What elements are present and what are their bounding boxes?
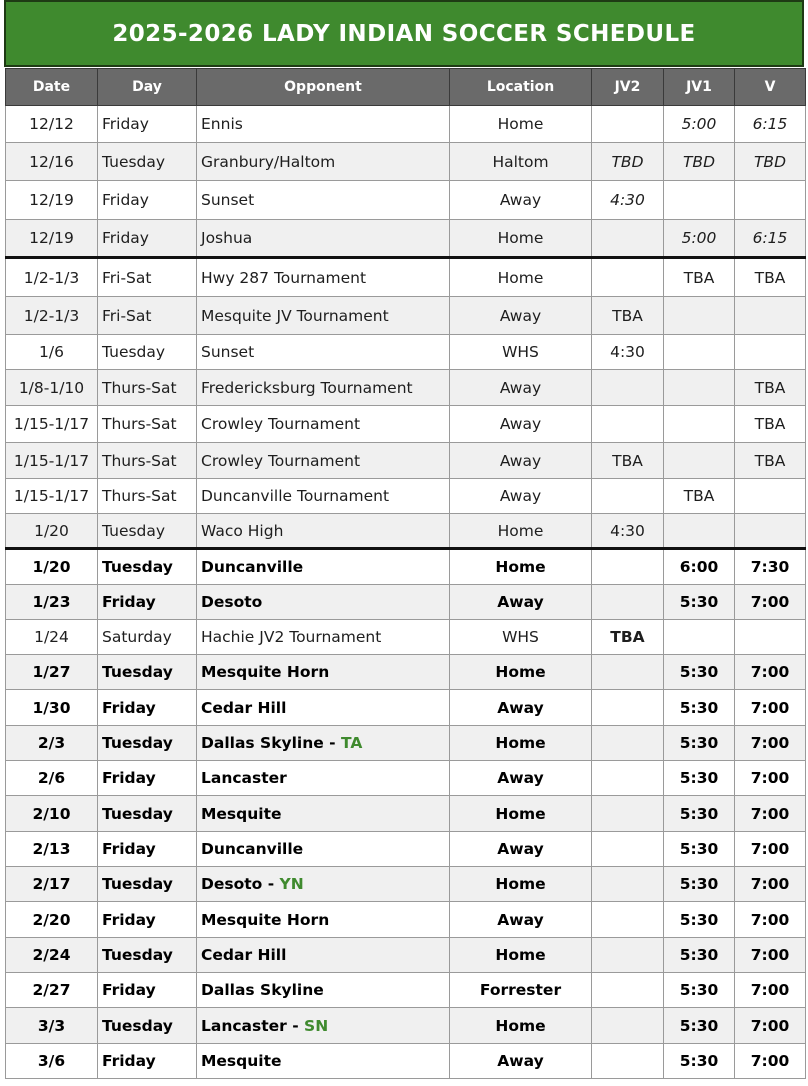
opponent-name: Dallas Skyline bbox=[201, 981, 324, 999]
jv2-time-cell bbox=[592, 370, 664, 406]
date-cell: 2/10 bbox=[6, 796, 98, 832]
jv1-time-cell: 5:30 bbox=[664, 585, 735, 620]
day-cell: Friday bbox=[98, 181, 197, 220]
jv1-time-cell: 5:00 bbox=[664, 220, 735, 258]
jv2-time-cell: 4:30 bbox=[592, 335, 664, 370]
opponent-cell bbox=[197, 106, 450, 143]
opponent-name: Mesquite Horn bbox=[201, 910, 330, 929]
day-cell: Friday bbox=[98, 973, 197, 1008]
opponent-name: Desoto - bbox=[201, 875, 280, 893]
location-cell: Away bbox=[450, 479, 592, 514]
opponent-cell bbox=[197, 585, 450, 620]
opponent-cell bbox=[197, 655, 450, 690]
opponent-cell bbox=[197, 297, 450, 335]
table-row bbox=[6, 973, 806, 1008]
jv2-time-cell bbox=[592, 585, 664, 620]
opponent-name: Duncanville Tournament bbox=[201, 487, 390, 505]
day-cell: Tuesday bbox=[98, 335, 197, 370]
header-row bbox=[6, 69, 806, 106]
date-cell: 3/6 bbox=[6, 1044, 98, 1079]
opponent-name: Duncanville bbox=[201, 840, 304, 858]
location-cell: Away bbox=[450, 832, 592, 867]
date-cell: 1/30 bbox=[6, 690, 98, 726]
header-opponent: Opponent bbox=[197, 69, 450, 106]
header-day: Day bbox=[98, 69, 197, 106]
jv1-time-cell bbox=[664, 181, 735, 220]
jv2-time-cell bbox=[592, 479, 664, 514]
opponent-cell bbox=[197, 1044, 450, 1079]
jv1-time-cell: 5:30 bbox=[664, 726, 735, 761]
varsity-time-cell bbox=[735, 620, 806, 655]
varsity-time-cell: TBA bbox=[735, 370, 806, 406]
jv1-time-cell: 6:00 bbox=[664, 549, 735, 585]
table-row bbox=[6, 620, 806, 655]
date-cell: 12/19 bbox=[6, 181, 98, 220]
opponent-name: Crowley Tournament bbox=[201, 415, 361, 433]
day-cell: Tuesday bbox=[98, 938, 197, 973]
location-cell: Away bbox=[450, 761, 592, 796]
day-cell: Saturday bbox=[98, 620, 197, 655]
jv1-time-cell: 5:30 bbox=[664, 796, 735, 832]
opponent-name: Cedar Hill bbox=[201, 698, 287, 717]
header-location: Location bbox=[450, 69, 592, 106]
table-row bbox=[6, 406, 806, 443]
jv2-time-cell bbox=[592, 973, 664, 1008]
table-row bbox=[6, 370, 806, 406]
location-cell: Away bbox=[450, 443, 592, 479]
day-cell: Tuesday bbox=[98, 143, 197, 181]
date-cell: 2/27 bbox=[6, 973, 98, 1008]
opponent-cell bbox=[197, 973, 450, 1008]
opponent-cell bbox=[197, 690, 450, 726]
jv2-time-cell bbox=[592, 406, 664, 443]
varsity-time-cell bbox=[735, 297, 806, 335]
opponent-cell bbox=[197, 938, 450, 973]
varsity-time-cell: 7:00 bbox=[735, 585, 806, 620]
opponent-name: Lancaster - bbox=[201, 1016, 305, 1035]
varsity-time-cell: 7:00 bbox=[735, 726, 806, 761]
opponent-name: Hachie JV2 Tournament bbox=[201, 628, 382, 646]
date-cell: 1/2-1/3 bbox=[6, 297, 98, 335]
jv2-time-cell: TBA bbox=[592, 620, 664, 655]
jv2-time-cell: 4:30 bbox=[592, 514, 664, 549]
table-row bbox=[6, 902, 806, 938]
header-jv1: JV1 bbox=[664, 69, 735, 106]
location-cell: Home bbox=[450, 106, 592, 143]
table-row bbox=[6, 585, 806, 620]
location-cell: Away bbox=[450, 1044, 592, 1079]
jv1-time-cell: 5:30 bbox=[664, 973, 735, 1008]
day-cell: Friday bbox=[98, 832, 197, 867]
jv1-time-cell: TBD bbox=[664, 143, 735, 181]
opponent-cell bbox=[197, 258, 450, 297]
day-cell: Friday bbox=[98, 1044, 197, 1079]
header-jv2: JV2 bbox=[592, 69, 664, 106]
jv1-time-cell: 5:30 bbox=[664, 690, 735, 726]
day-cell: Tuesday bbox=[98, 655, 197, 690]
table-row bbox=[6, 1008, 806, 1044]
varsity-time-cell: 7:00 bbox=[735, 832, 806, 867]
table-row bbox=[6, 514, 806, 549]
location-cell: Away bbox=[450, 181, 592, 220]
opponent-cell bbox=[197, 726, 450, 761]
opponent-name: Fredericksburg Tournament bbox=[201, 378, 413, 397]
opponent-cell bbox=[197, 406, 450, 443]
location-cell: Forrester bbox=[450, 973, 592, 1008]
day-cell: Friday bbox=[98, 902, 197, 938]
varsity-time-cell: TBA bbox=[735, 443, 806, 479]
jv2-time-cell bbox=[592, 1044, 664, 1079]
location-cell: WHS bbox=[450, 335, 592, 370]
day-cell: Friday bbox=[98, 690, 197, 726]
location-cell: Home bbox=[450, 726, 592, 761]
jv1-time-cell bbox=[664, 370, 735, 406]
opponent-name: Hwy 287 Tournament bbox=[201, 268, 367, 287]
opponent-cell bbox=[197, 143, 450, 181]
jv2-time-cell bbox=[592, 690, 664, 726]
opponent-cell bbox=[197, 761, 450, 796]
day-cell: Fri-Sat bbox=[98, 297, 197, 335]
varsity-time-cell: 6:15 bbox=[735, 220, 806, 258]
jv1-time-cell: 5:30 bbox=[664, 832, 735, 867]
table-row bbox=[6, 655, 806, 690]
opponent-name: Mesquite JV Tournament bbox=[201, 306, 389, 325]
date-cell: 1/2-1/3 bbox=[6, 258, 98, 297]
jv2-time-cell bbox=[592, 106, 664, 143]
opponent-name: Granbury/Haltom bbox=[201, 152, 336, 171]
jv1-time-cell bbox=[664, 620, 735, 655]
opponent-cell bbox=[197, 620, 450, 655]
date-cell: 2/3 bbox=[6, 726, 98, 761]
day-cell: Tuesday bbox=[98, 796, 197, 832]
location-cell: Home bbox=[450, 514, 592, 549]
table-row bbox=[6, 867, 806, 902]
location-cell: Home bbox=[450, 549, 592, 585]
jv1-time-cell: 5:30 bbox=[664, 1044, 735, 1079]
opponent-cell bbox=[197, 1008, 450, 1044]
varsity-time-cell bbox=[735, 181, 806, 220]
opponent-name: Cedar Hill bbox=[201, 946, 287, 964]
day-cell: Friday bbox=[98, 106, 197, 143]
day-cell: Tuesday bbox=[98, 514, 197, 549]
opponent-name: Mesquite bbox=[201, 804, 282, 823]
opponent-cell bbox=[197, 181, 450, 220]
location-cell: Away bbox=[450, 297, 592, 335]
jv1-time-cell: 5:30 bbox=[664, 655, 735, 690]
varsity-time-cell: 7:00 bbox=[735, 1044, 806, 1079]
opponent-name: Desoto bbox=[201, 593, 263, 611]
opponent-cell bbox=[197, 479, 450, 514]
varsity-time-cell: 7:00 bbox=[735, 796, 806, 832]
date-cell: 2/13 bbox=[6, 832, 98, 867]
table-row bbox=[6, 832, 806, 867]
day-cell: Fri-Sat bbox=[98, 258, 197, 297]
table-row bbox=[6, 258, 806, 297]
opponent-cell bbox=[197, 867, 450, 902]
location-cell: Home bbox=[450, 938, 592, 973]
jv2-time-cell: 4:30 bbox=[592, 181, 664, 220]
header-v: V bbox=[735, 69, 806, 106]
day-cell: Thurs-Sat bbox=[98, 406, 197, 443]
table-row bbox=[6, 220, 806, 258]
opponent-cell bbox=[197, 549, 450, 585]
varsity-time-cell bbox=[735, 479, 806, 514]
location-cell: Away bbox=[450, 406, 592, 443]
location-cell: Away bbox=[450, 690, 592, 726]
date-cell: 12/19 bbox=[6, 220, 98, 258]
header-date: Date bbox=[6, 69, 98, 106]
opponent-cell bbox=[197, 832, 450, 867]
day-cell: Thurs-Sat bbox=[98, 479, 197, 514]
jv1-time-cell bbox=[664, 443, 735, 479]
location-cell: WHS bbox=[450, 620, 592, 655]
table-row bbox=[6, 297, 806, 335]
location-cell: Away bbox=[450, 585, 592, 620]
opponent-name: Ennis bbox=[201, 115, 243, 133]
opponent-tag: SN bbox=[304, 1016, 329, 1035]
opponent-cell bbox=[197, 514, 450, 549]
table-row bbox=[6, 796, 806, 832]
location-cell: Home bbox=[450, 867, 592, 902]
table-row bbox=[6, 1044, 806, 1079]
table-row bbox=[6, 761, 806, 796]
location-cell: Home bbox=[450, 796, 592, 832]
jv1-time-cell: 5:30 bbox=[664, 938, 735, 973]
schedule-table bbox=[5, 68, 806, 1079]
date-cell: 2/6 bbox=[6, 761, 98, 796]
varsity-time-cell: 7:00 bbox=[735, 902, 806, 938]
table-row bbox=[6, 181, 806, 220]
jv1-time-cell: 5:30 bbox=[664, 1008, 735, 1044]
day-cell: Tuesday bbox=[98, 726, 197, 761]
location-cell: Home bbox=[450, 1008, 592, 1044]
jv1-time-cell: 5:30 bbox=[664, 761, 735, 796]
varsity-time-cell: 7:00 bbox=[735, 938, 806, 973]
date-cell: 2/20 bbox=[6, 902, 98, 938]
opponent-cell bbox=[197, 335, 450, 370]
jv2-time-cell bbox=[592, 655, 664, 690]
jv1-time-cell: 5:30 bbox=[664, 902, 735, 938]
date-cell: 12/12 bbox=[6, 106, 98, 143]
opponent-cell bbox=[197, 902, 450, 938]
jv1-time-cell bbox=[664, 335, 735, 370]
location-cell: Haltom bbox=[450, 143, 592, 181]
jv1-time-cell bbox=[664, 514, 735, 549]
day-cell: Thurs-Sat bbox=[98, 443, 197, 479]
date-cell: 2/24 bbox=[6, 938, 98, 973]
location-cell: Away bbox=[450, 902, 592, 938]
opponent-tag: TA bbox=[341, 734, 363, 752]
location-cell: Home bbox=[450, 258, 592, 297]
table-row bbox=[6, 938, 806, 973]
varsity-time-cell: TBD bbox=[735, 143, 806, 181]
day-cell: Friday bbox=[98, 761, 197, 796]
jv1-time-cell: TBA bbox=[664, 479, 735, 514]
opponent-name: Crowley Tournament bbox=[201, 451, 361, 470]
varsity-time-cell: 7:00 bbox=[735, 1008, 806, 1044]
location-cell: Home bbox=[450, 655, 592, 690]
varsity-time-cell: 7:00 bbox=[735, 761, 806, 796]
day-cell: Tuesday bbox=[98, 867, 197, 902]
day-cell: Thurs-Sat bbox=[98, 370, 197, 406]
opponent-name: Sunset bbox=[201, 191, 255, 209]
jv2-time-cell bbox=[592, 832, 664, 867]
table-row bbox=[6, 479, 806, 514]
date-cell: 1/20 bbox=[6, 549, 98, 585]
date-cell: 3/3 bbox=[6, 1008, 98, 1044]
jv2-time-cell bbox=[592, 220, 664, 258]
day-cell: Friday bbox=[98, 585, 197, 620]
jv2-time-cell bbox=[592, 938, 664, 973]
jv2-time-cell bbox=[592, 761, 664, 796]
opponent-name: Waco High bbox=[201, 521, 284, 540]
jv2-time-cell bbox=[592, 258, 664, 297]
jv2-time-cell bbox=[592, 1008, 664, 1044]
opponent-cell bbox=[197, 796, 450, 832]
jv2-time-cell bbox=[592, 867, 664, 902]
opponent-name: Mesquite bbox=[201, 1052, 282, 1070]
opponent-cell bbox=[197, 220, 450, 258]
opponent-name: Mesquite Horn bbox=[201, 663, 330, 681]
opponent-name: Lancaster bbox=[201, 769, 287, 787]
jv1-time-cell: 5:30 bbox=[664, 867, 735, 902]
table-row bbox=[6, 726, 806, 761]
varsity-time-cell: TBA bbox=[735, 406, 806, 443]
day-cell: Tuesday bbox=[98, 549, 197, 585]
varsity-time-cell: 7:30 bbox=[735, 549, 806, 585]
date-cell: 1/15-1/17 bbox=[6, 443, 98, 479]
date-cell: 1/23 bbox=[6, 585, 98, 620]
opponent-cell bbox=[197, 443, 450, 479]
opponent-tag: YN bbox=[279, 875, 304, 893]
opponent-cell bbox=[197, 370, 450, 406]
varsity-time-cell bbox=[735, 514, 806, 549]
opponent-name: Dallas Skyline - bbox=[201, 734, 342, 752]
jv2-time-cell: TBA bbox=[592, 297, 664, 335]
jv2-time-cell: TBD bbox=[592, 143, 664, 181]
jv1-time-cell bbox=[664, 406, 735, 443]
varsity-time-cell: 6:15 bbox=[735, 106, 806, 143]
date-cell: 1/20 bbox=[6, 514, 98, 549]
page-title: 2025-2026 LADY INDIAN SOCCER SCHEDULE bbox=[4, 0, 804, 67]
date-cell: 1/15-1/17 bbox=[6, 479, 98, 514]
date-cell: 1/27 bbox=[6, 655, 98, 690]
opponent-name: Sunset bbox=[201, 343, 255, 361]
opponent-name: Duncanville bbox=[201, 558, 304, 576]
table-row bbox=[6, 690, 806, 726]
jv1-time-cell: TBA bbox=[664, 258, 735, 297]
date-cell: 1/15-1/17 bbox=[6, 406, 98, 443]
varsity-time-cell: TBA bbox=[735, 258, 806, 297]
varsity-time-cell bbox=[735, 335, 806, 370]
varsity-time-cell: 7:00 bbox=[735, 690, 806, 726]
varsity-time-cell: 7:00 bbox=[735, 973, 806, 1008]
jv2-time-cell: TBA bbox=[592, 443, 664, 479]
varsity-time-cell: 7:00 bbox=[735, 867, 806, 902]
table-row bbox=[6, 335, 806, 370]
day-cell: Friday bbox=[98, 220, 197, 258]
date-cell: 12/16 bbox=[6, 143, 98, 181]
jv2-time-cell bbox=[592, 796, 664, 832]
jv2-time-cell bbox=[592, 726, 664, 761]
location-cell: Away bbox=[450, 370, 592, 406]
day-cell: Tuesday bbox=[98, 1008, 197, 1044]
table-row bbox=[6, 106, 806, 143]
varsity-time-cell: 7:00 bbox=[735, 655, 806, 690]
date-cell: 1/6 bbox=[6, 335, 98, 370]
date-cell: 1/8-1/10 bbox=[6, 370, 98, 406]
jv1-time-cell bbox=[664, 297, 735, 335]
table-row bbox=[6, 143, 806, 181]
jv2-time-cell bbox=[592, 549, 664, 585]
table-row bbox=[6, 549, 806, 585]
location-cell: Home bbox=[450, 220, 592, 258]
table-row bbox=[6, 443, 806, 479]
date-cell: 2/17 bbox=[6, 867, 98, 902]
jv2-time-cell bbox=[592, 902, 664, 938]
opponent-name: Joshua bbox=[201, 229, 253, 247]
jv1-time-cell: 5:00 bbox=[664, 106, 735, 143]
date-cell: 1/24 bbox=[6, 620, 98, 655]
